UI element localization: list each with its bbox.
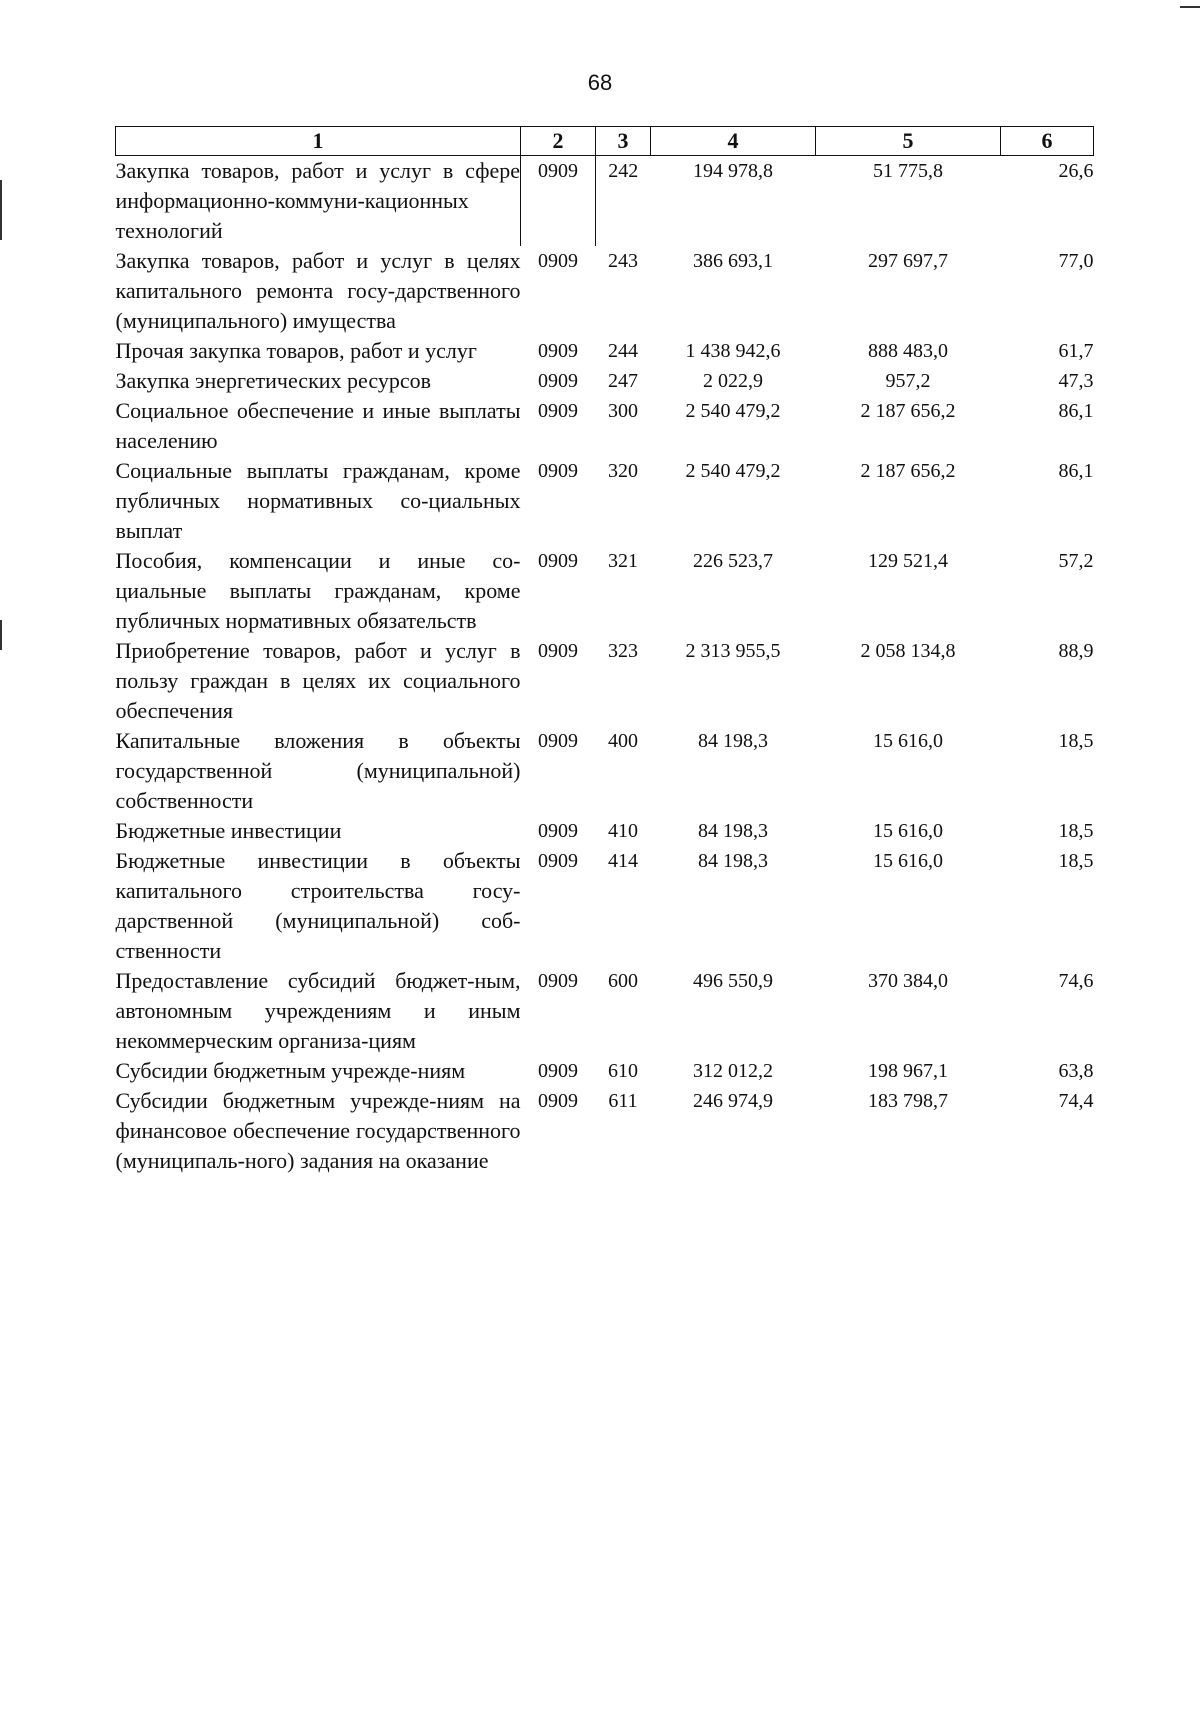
- row-type-cell: 243: [608, 250, 638, 272]
- table-row: [116, 726, 1094, 816]
- row-percent-cell: 47,3: [1058, 370, 1094, 392]
- row-type-cell: 611: [608, 1090, 638, 1112]
- row-plan-cell: 312 012,2: [693, 1060, 773, 1082]
- row-percent-cell: 18,5: [1058, 850, 1094, 872]
- row-plan-cell: 194 978,8: [693, 160, 773, 182]
- row-fact-cell: 198 967,1: [868, 1060, 948, 1082]
- row-type-cell: 400: [608, 730, 638, 752]
- row-percent-cell: 18,5: [1058, 730, 1094, 752]
- row-type-cell: 610: [608, 1060, 638, 1082]
- row-section-cell: 0909: [538, 850, 578, 872]
- row-section-cell: 0909: [538, 1090, 578, 1112]
- row-section-cell: 0909: [538, 970, 578, 992]
- row-plan-cell: 496 550,9: [693, 970, 773, 992]
- page-number: 68: [587, 70, 613, 95]
- row-percent-cell: 77,0: [1058, 250, 1094, 272]
- row-percent-cell: 63,8: [1058, 1060, 1094, 1082]
- row-fact-cell: 183 798,7: [868, 1090, 948, 1112]
- row-section-cell: 0909: [538, 400, 578, 422]
- table-row: [116, 636, 1094, 726]
- table-row: [116, 1056, 1094, 1086]
- row-percent-cell: 26,6: [1058, 160, 1094, 182]
- row-plan-cell: 2 022,9: [703, 370, 763, 392]
- table-row: [116, 246, 1094, 336]
- row-plan-cell: 226 523,7: [693, 550, 773, 572]
- row-percent-cell: 86,1: [1058, 460, 1094, 482]
- row-type-cell: 600: [608, 970, 638, 992]
- row-plan-cell: 2 540 479,2: [685, 460, 781, 482]
- row-name-cell: Субсидии бюджетным учрежде-ниям на финансовое обеспечение государственного (муниципаль-ного) задания на оказание: [115, 1088, 521, 1173]
- row-fact-cell: 2 058 134,8: [860, 640, 956, 662]
- table-row: [116, 156, 1094, 247]
- row-percent-cell: 86,1: [1058, 400, 1094, 422]
- row-section-cell: 0909: [538, 340, 578, 362]
- row-section-cell: 0909: [538, 820, 578, 842]
- row-fact-cell: 51 775,8: [873, 160, 943, 182]
- header-col-4: 4: [651, 127, 816, 156]
- row-name-cell: Субсидии бюджетным учрежде-ниям: [115, 1058, 466, 1083]
- row-fact-cell: 129 521,4: [868, 550, 948, 572]
- row-name-cell: Социальные выплаты гражданам, кроме публичных нормативных со-циальных выплат: [115, 458, 521, 543]
- row-plan-cell: 84 198,3: [698, 820, 768, 842]
- row-fact-cell: 2 187 656,2: [860, 460, 956, 482]
- row-plan-cell: 246 974,9: [693, 1090, 773, 1112]
- row-fact-cell: 888 483,0: [868, 340, 948, 362]
- row-section-cell: 0909: [538, 460, 578, 482]
- header-col-5: 5: [816, 127, 1001, 156]
- table-row: [116, 966, 1094, 1056]
- row-section-cell: 0909: [538, 1060, 578, 1082]
- row-percent-cell: 74,4: [1058, 1090, 1094, 1112]
- header-col-6: 6: [1001, 127, 1094, 156]
- table-row: [116, 456, 1094, 546]
- row-section-cell: 0909: [538, 550, 578, 572]
- row-type-cell: 323: [608, 640, 638, 662]
- row-type-cell: 414: [608, 850, 638, 872]
- table-row: [116, 336, 1094, 366]
- row-name-cell: Бюджетные инвестиции: [115, 818, 342, 843]
- row-plan-cell: 2 540 479,2: [685, 400, 781, 422]
- row-type-cell: 410: [608, 820, 638, 842]
- table-header: [116, 127, 1094, 156]
- header-col-1: 1: [116, 127, 521, 156]
- table-row: [116, 816, 1094, 846]
- row-name-cell: Бюджетные инвестиции в объекты капитального строительства госу-дарственной (муниципальной) соб-ственности: [115, 848, 521, 963]
- row-section-cell: 0909: [538, 730, 578, 752]
- row-plan-cell: 84 198,3: [698, 730, 768, 752]
- row-percent-cell: 61,7: [1058, 340, 1094, 362]
- row-section-cell: 0909: [538, 370, 578, 392]
- header-col-3: 3: [596, 127, 651, 156]
- row-name-cell: Приобретение товаров, работ и услуг в пользу граждан в целях их социального обеспечения: [115, 638, 521, 723]
- row-section-cell: 0909: [521, 156, 596, 247]
- budget-table: [115, 126, 1094, 1176]
- row-plan-cell: 2 313 955,5: [685, 640, 781, 662]
- row-percent-cell: 18,5: [1058, 820, 1094, 842]
- row-type-cell: 247: [608, 370, 638, 392]
- header-col-2: 2: [521, 127, 596, 156]
- row-name-cell: Предоставление субсидий бюджет-ным, автономным учреждениям и иным некоммерческим организа-циям: [115, 968, 521, 1053]
- row-name-cell: Социальное обеспечение и иные выплаты населению: [115, 398, 521, 453]
- row-plan-cell: 386 693,1: [693, 250, 773, 272]
- table-body: [116, 156, 1094, 1177]
- row-name-cell: Капитальные вложения в объекты государственной (муниципальной) собственности: [115, 728, 521, 813]
- row-type-cell: 300: [608, 400, 638, 422]
- scan-mark: [1180, 6, 1200, 8]
- row-name-cell: Прочая закупка товаров, работ и услуг: [115, 338, 477, 363]
- row-name-cell: Закупка товаров, работ и услуг в сфере информационно-коммуни-кационных технологий: [115, 158, 520, 243]
- row-percent-cell: 57,2: [1058, 550, 1094, 572]
- row-name-cell: Закупка энергетических ресурсов: [115, 368, 431, 393]
- row-name-cell: Пособия, компенсации и иные со-циальные выплаты гражданам, кроме публичных нормативных обязательств: [115, 548, 521, 633]
- table-row: [116, 846, 1094, 966]
- row-fact-cell: 2 187 656,2: [860, 400, 956, 422]
- row-percent-cell: 74,6: [1058, 970, 1094, 992]
- row-type-cell: 321: [608, 550, 638, 572]
- row-plan-cell: 84 198,3: [698, 850, 768, 872]
- table-row: [116, 366, 1094, 396]
- row-plan-cell: 1 438 942,6: [685, 340, 781, 362]
- row-name-cell: Закупка товаров, работ и услуг в целях капитального ремонта госу-дарственного (муниципального) имущества: [115, 248, 521, 333]
- row-type-cell: 242: [596, 156, 651, 247]
- row-section-cell: 0909: [538, 250, 578, 272]
- row-section-cell: 0909: [538, 640, 578, 662]
- row-fact-cell: 370 384,0: [868, 970, 948, 992]
- row-fact-cell: 15 616,0: [873, 850, 943, 872]
- table-row: [116, 1086, 1094, 1176]
- table-row: [116, 396, 1094, 456]
- scan-mark: [0, 620, 2, 650]
- row-fact-cell: 15 616,0: [873, 730, 943, 752]
- row-fact-cell: 297 697,7: [868, 250, 948, 272]
- row-type-cell: 244: [608, 340, 638, 362]
- row-fact-cell: 15 616,0: [873, 820, 943, 842]
- row-fact-cell: 957,2: [885, 370, 931, 392]
- row-type-cell: 320: [608, 460, 638, 482]
- row-percent-cell: 88,9: [1058, 640, 1094, 662]
- scan-mark: [0, 180, 2, 240]
- table-row: [116, 546, 1094, 636]
